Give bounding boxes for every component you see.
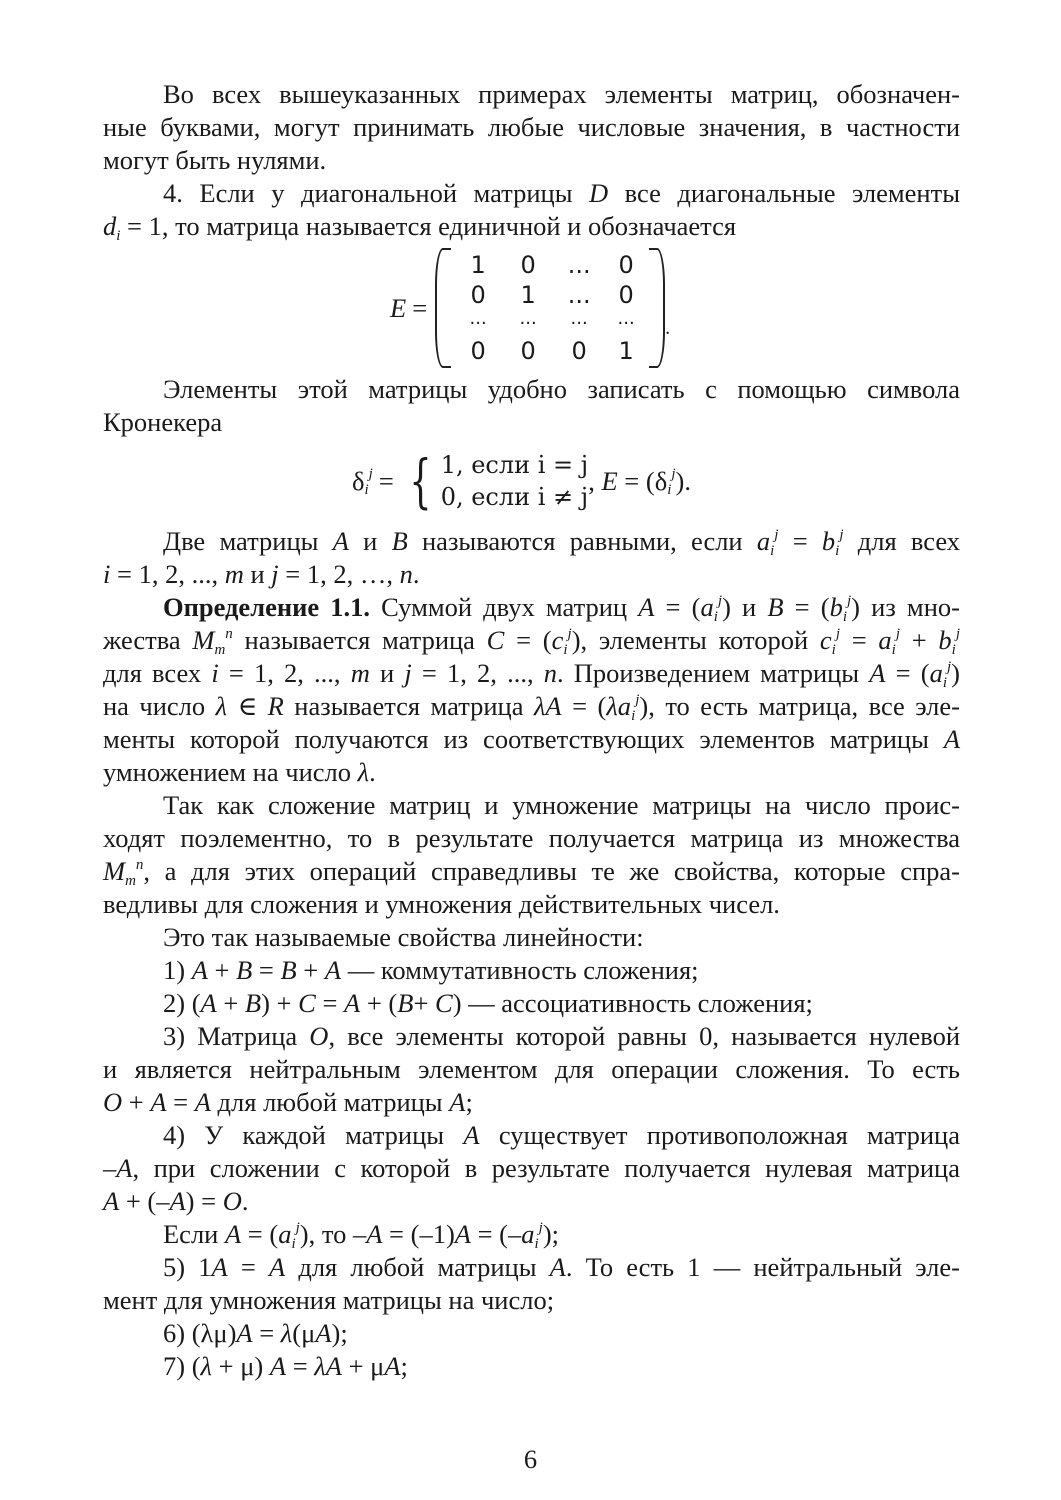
- brace-icon: {: [409, 447, 432, 515]
- matrix-cell: 1: [470, 251, 486, 279]
- math-symbol: A: [366, 1219, 383, 1249]
- delta-indices: [667, 465, 675, 498]
- identity-matrix-formula: [390, 247, 670, 369]
- symbol-base: M: [103, 856, 126, 886]
- text-run: );: [331, 1318, 348, 1348]
- text-run: называется матрица: [232, 625, 487, 655]
- text-run: Элементы этой матрицы удобно записать с помощью символа: [163, 374, 960, 404]
- math-symbol: A: [638, 592, 655, 622]
- text-run: ные буквами, могут принимать любые числовые значения, в частности: [103, 112, 960, 142]
- text-line: [103, 855, 960, 888]
- math-symbol: A: [943, 724, 960, 754]
- superscript: j: [774, 527, 779, 543]
- text-run: = (: [885, 658, 930, 688]
- text-line: [103, 1020, 960, 1053]
- text-run: +: [296, 955, 325, 985]
- equals-delta: = (δ: [617, 465, 668, 496]
- text-run: на число: [103, 691, 216, 721]
- text-line: [103, 144, 960, 177]
- comma: ,: [588, 465, 602, 496]
- math-symbol: C: [435, 988, 453, 1018]
- text-line: [103, 1152, 960, 1185]
- superscript: j: [839, 527, 844, 543]
- math-symbol: n: [543, 658, 557, 688]
- text-line: [103, 591, 960, 624]
- subscript: i: [891, 642, 896, 658]
- symbol-base: λa: [606, 691, 632, 721]
- math-symbol: A: [211, 1252, 228, 1282]
- text-line: [103, 1086, 960, 1119]
- math-symbol: d: [103, 211, 117, 241]
- text-line: [103, 373, 960, 406]
- text-run: 5) 1: [163, 1252, 212, 1282]
- text-run: 6) (λμ): [163, 1318, 237, 1348]
- text-run: , при сложении с которой в результате получается нулевая матрица: [132, 1153, 960, 1183]
- math-symbol: D: [589, 178, 609, 208]
- text-run: + (–: [119, 1186, 170, 1216]
- text-run: ), то есть матрица, все эле-: [639, 691, 960, 721]
- matrix-grid: [451, 250, 649, 366]
- text-line: [103, 954, 960, 987]
- symbol-base: a: [756, 526, 771, 556]
- text-line: [103, 1053, 960, 1086]
- delta-indices: [365, 465, 373, 498]
- matrix-cell: ...: [567, 281, 591, 306]
- text-run: и: [369, 658, 405, 688]
- symbol-base: a: [878, 625, 892, 655]
- math-symbol: i: [103, 559, 111, 589]
- subscript: m: [214, 642, 226, 658]
- text-line: [103, 406, 960, 439]
- paragraph-block-2: [103, 373, 960, 439]
- text-run: = 1, то матрица называется единичной и обозначается: [120, 211, 737, 241]
- superscript: j: [717, 593, 723, 609]
- math-symbol: A: [268, 1252, 286, 1282]
- matrix-name: E: [390, 292, 407, 323]
- math-symbol: A: [869, 658, 886, 688]
- text-run: + (: [360, 988, 398, 1018]
- text-run: +: [216, 988, 245, 1018]
- text-run: +: [900, 625, 939, 655]
- math-symbol: B: [236, 955, 253, 985]
- math-symbol: A: [150, 1087, 167, 1117]
- subscript: i: [842, 609, 847, 625]
- matrix-cell: 0: [571, 337, 587, 365]
- matrix-cell: ...: [567, 251, 591, 279]
- math-symbol: λ: [280, 1318, 293, 1348]
- indexed-symbol: [938, 625, 960, 658]
- text-run: = 1, 2, ...,: [411, 658, 544, 688]
- math-symbol: λ: [200, 1351, 213, 1381]
- text-run: Во всех вышеуказанных примерах элементы матриц, обозначен-: [163, 79, 960, 109]
- math-symbol: A: [116, 1153, 133, 1183]
- math-symbol: B: [280, 955, 297, 985]
- indexed-symbol: [278, 1219, 300, 1252]
- matrix-cell: 0: [520, 251, 536, 279]
- math-symbol: A: [103, 1186, 120, 1216]
- text-line: [103, 210, 960, 243]
- text-run: ) +: [261, 988, 299, 1018]
- text-line: [103, 921, 960, 954]
- paragraph-block-1: [103, 78, 960, 243]
- math-symbol: C: [298, 988, 316, 1018]
- delta-sup: j: [368, 465, 373, 482]
- text-run: );: [542, 1219, 560, 1249]
- text-line: [103, 177, 960, 210]
- text-run: называется матрица: [283, 691, 534, 721]
- indexed-symbol: [192, 625, 233, 658]
- math-symbol: A: [224, 1219, 242, 1249]
- text-line: [103, 723, 960, 756]
- text-run: ) — ассоциативность сложения;: [452, 988, 813, 1018]
- indexed-symbol: [606, 691, 640, 724]
- math-symbol: B: [397, 988, 414, 1018]
- symbol-base: a: [521, 1219, 535, 1249]
- text-line: [103, 525, 960, 558]
- superscript: j: [946, 659, 952, 675]
- subscript: i: [770, 543, 775, 559]
- text-run: для любой матрицы: [285, 1252, 550, 1282]
- subscript: i: [116, 228, 121, 244]
- text-run: = 1, 2, …,: [278, 559, 400, 589]
- matrix-cell: 0: [470, 281, 486, 306]
- indexed-symbol: [821, 526, 844, 559]
- case-equal: 1, если i = j: [440, 451, 589, 479]
- text-run: Так как сложение матриц и умножение матрицы на число проис-: [163, 790, 960, 820]
- math-symbol: B: [244, 988, 262, 1018]
- superscript: j: [295, 1220, 300, 1236]
- math-symbol: A: [463, 1120, 480, 1150]
- text-run: =: [840, 625, 879, 655]
- text-run: ) =: [185, 1186, 223, 1216]
- indexed-symbol: [929, 658, 952, 691]
- text-run: мент для умножения матрицы на число;: [103, 1285, 555, 1315]
- math-symbol: B: [391, 526, 408, 556]
- text-run: = (: [783, 592, 830, 622]
- right-parenthesis: [649, 248, 665, 368]
- text-line: [103, 1185, 960, 1218]
- symbol-base: M: [192, 625, 215, 655]
- text-line: [103, 1251, 960, 1284]
- math-symbol: A: [194, 1087, 211, 1117]
- text-line: [103, 78, 960, 111]
- math-symbol: A: [344, 988, 361, 1018]
- text-run: Это так называемые свойства линейности:: [163, 922, 644, 952]
- symbol-base: a: [929, 658, 943, 688]
- math-symbol: B: [767, 592, 784, 622]
- text-run: (μ: [292, 1318, 316, 1348]
- text-run: ;: [400, 1351, 408, 1381]
- text-run: ), то –: [299, 1219, 367, 1249]
- subscript: i: [951, 642, 956, 658]
- math-symbol: A: [269, 1351, 287, 1381]
- text-run: . То есть 1 — нейтральный эле-: [565, 1252, 960, 1282]
- text-line: [103, 1218, 960, 1251]
- left-parenthesis: [435, 248, 451, 368]
- text-run: =: [166, 1087, 195, 1117]
- text-run: ходят поэлементно, то в результате получается матрица из множества: [103, 823, 960, 853]
- math-symbol: O: [222, 1186, 242, 1216]
- text-run: + μ): [212, 1351, 270, 1381]
- text-run: ∈: [227, 691, 268, 721]
- symbol-base: c: [551, 625, 564, 655]
- text-run: . Произведением матрицы: [556, 658, 870, 688]
- text-run: ) из мно-: [851, 592, 960, 622]
- delta-sub: i: [364, 481, 369, 498]
- indexed-symbol: [700, 592, 723, 625]
- indexed-symbol: [819, 625, 840, 658]
- text-run: ): [951, 658, 960, 688]
- subscript: i: [713, 609, 718, 625]
- text-run: и: [243, 559, 272, 589]
- superscript: j: [567, 626, 572, 642]
- case-not-equal: 0, если i ≠ j: [440, 483, 589, 511]
- text-line: [103, 558, 960, 591]
- symbol-base: c: [819, 625, 832, 655]
- symbol-base: b: [829, 592, 843, 622]
- matrix-cell: 0: [618, 251, 634, 279]
- text-run: менты которой получаются из соответствующих элементов матрицы: [103, 724, 944, 754]
- math-symbol: A: [384, 1351, 401, 1381]
- math-symbol: A: [200, 988, 217, 1018]
- closing: ).: [675, 465, 691, 496]
- text-run: ) и: [722, 592, 768, 622]
- text-run: , все элементы которой равны 0, называется нулевой: [328, 1021, 961, 1051]
- subscript: i: [631, 708, 636, 724]
- math-symbol: A: [454, 1219, 471, 1249]
- text-run: Две матрицы: [163, 526, 333, 556]
- math-symbol: O: [103, 1087, 123, 1117]
- text-run: для всех: [843, 526, 961, 556]
- matrix-cell: 0: [520, 337, 536, 365]
- math-symbol: C: [486, 625, 505, 655]
- math-symbol: j: [271, 559, 279, 589]
- kronecker-formula: [352, 446, 691, 516]
- equals-sign: =: [412, 292, 428, 323]
- math-symbol: λA: [533, 691, 562, 721]
- text-run: .: [369, 757, 376, 787]
- matrix-cell: 1: [520, 281, 536, 306]
- text-line: [103, 822, 960, 855]
- math-symbol: λA: [314, 1351, 342, 1381]
- symbol-base: b: [938, 625, 952, 655]
- text-run: =: [252, 1318, 281, 1348]
- text-run: = (: [654, 592, 701, 622]
- indexed-symbol: [829, 592, 852, 625]
- text-run: ;: [465, 1087, 473, 1117]
- text-run: Кронекера: [103, 407, 223, 437]
- text-line: [103, 624, 960, 657]
- math-symbol: m: [224, 559, 244, 589]
- text-line: [103, 657, 960, 690]
- text-run: могут быть нулями.: [103, 145, 327, 175]
- indexed-symbol: [756, 526, 779, 559]
- math-symbol: A: [315, 1318, 332, 1348]
- text-run: =: [315, 988, 345, 1018]
- text-run: существует противоположная матрица: [479, 1120, 960, 1150]
- symbol-base: a: [700, 592, 714, 622]
- equals-sign: =: [378, 465, 394, 496]
- text-line: [103, 987, 960, 1020]
- text-run: ), элементы которой: [571, 625, 820, 655]
- text-run: все диагональные элементы: [608, 178, 960, 208]
- math-symbol: λ: [357, 757, 370, 787]
- text-run: = (–1): [382, 1219, 455, 1249]
- delta-sup: j: [671, 465, 676, 482]
- text-line: [103, 1350, 960, 1383]
- math-symbol: i: [211, 658, 219, 688]
- matrix-name: E: [601, 465, 618, 496]
- text-run: .: [412, 559, 420, 589]
- text-line: [103, 1317, 960, 1350]
- subscript: i: [835, 543, 840, 559]
- math-symbol: A: [332, 526, 349, 556]
- text-line: [103, 789, 960, 822]
- text-line: [103, 888, 960, 921]
- text-run: = (–: [470, 1219, 522, 1249]
- text-run: +: [122, 1087, 151, 1117]
- superscript: j: [538, 1220, 543, 1236]
- text-run: — коммутативность сложения;: [341, 955, 699, 985]
- text-run: 2) (: [163, 988, 201, 1018]
- text-run: = (: [504, 625, 552, 655]
- text-run: и: [348, 526, 392, 556]
- text-run: , а для этих операций справедливы те же свойства, которые спра-: [143, 856, 960, 886]
- text-run: жества: [103, 625, 193, 655]
- matrix-cell: ...: [469, 308, 487, 329]
- math-symbol: A: [191, 955, 208, 985]
- text-run: называются равными, если: [407, 526, 757, 556]
- math-symbol: A: [549, 1252, 566, 1282]
- math-symbol: j: [404, 658, 412, 688]
- matrix-cell: ...: [570, 308, 588, 329]
- subscript: i: [831, 642, 836, 658]
- text-run: =: [778, 526, 822, 556]
- text-run: Суммой двух матриц: [370, 592, 639, 622]
- text-run: умножением на число: [103, 757, 358, 787]
- superscript: j: [895, 626, 900, 642]
- text-run: ведливы для сложения и умножения действительных чисел.: [103, 889, 780, 919]
- text-run: = 1, 2, ...,: [110, 559, 225, 589]
- text-run: 3) Матрица: [163, 1021, 310, 1051]
- text-run: = (: [241, 1219, 279, 1249]
- text-run: Если: [163, 1219, 225, 1249]
- matrix-cell: ...: [519, 308, 537, 329]
- math-symbol: λ: [215, 691, 228, 721]
- text-run: 1): [163, 955, 192, 985]
- math-symbol: O: [309, 1021, 329, 1051]
- cases: [441, 449, 589, 513]
- subscript: i: [291, 1236, 296, 1252]
- text-run: = 1, 2, ...,: [218, 658, 351, 688]
- text-run: +: [207, 955, 237, 985]
- subscript: i: [563, 642, 568, 658]
- text-run: 4. Если у диагональной матрицы: [163, 178, 590, 208]
- text-run: для всех: [103, 658, 212, 688]
- text-line: [103, 1119, 960, 1152]
- text-run: и является нейтральным элементом для операции сложения. То есть: [103, 1054, 960, 1084]
- matrix-cell: 1: [618, 337, 634, 365]
- subscript: m: [125, 873, 136, 889]
- bold-term: Определение 1.1.: [163, 592, 371, 622]
- math-symbol: R: [267, 691, 284, 721]
- text-line: [103, 690, 960, 723]
- indexed-symbol: [878, 625, 900, 658]
- paragraph-block-3: [103, 525, 960, 1383]
- text-run: + μ: [341, 1351, 385, 1381]
- indexed-symbol: [551, 625, 572, 658]
- math-symbol: A: [169, 1186, 186, 1216]
- matrix-period: .: [665, 317, 671, 339]
- math-symbol: n: [399, 559, 413, 589]
- text-run: +: [413, 988, 436, 1018]
- text-run: –: [103, 1153, 117, 1183]
- delta-symbol: δ: [352, 465, 365, 496]
- superscript: j: [635, 692, 640, 708]
- subscript: i: [942, 675, 947, 691]
- text-run: =: [286, 1351, 315, 1381]
- text-run: для любой матрицы: [210, 1087, 450, 1117]
- delta-sub: i: [667, 481, 672, 498]
- symbol-base: b: [821, 526, 836, 556]
- symbol-base: a: [278, 1219, 292, 1249]
- subscript: i: [534, 1236, 539, 1252]
- math-symbol: m: [350, 658, 370, 688]
- matrix-cell: ...: [617, 308, 635, 329]
- superscript: n: [225, 626, 233, 642]
- matrix-cell: 0: [470, 337, 486, 365]
- math-symbol: A: [449, 1087, 466, 1117]
- math-symbol: A: [236, 1318, 253, 1348]
- superscript: n: [135, 857, 144, 873]
- text-run: =: [227, 1252, 269, 1282]
- indexed-symbol: [103, 856, 144, 889]
- text-run: .: [241, 1186, 249, 1216]
- matrix-cell: 0: [618, 281, 634, 306]
- math-symbol: A: [324, 955, 342, 985]
- superscript: j: [847, 593, 852, 609]
- text-run: 4) У каждой матрицы: [163, 1120, 464, 1150]
- superscript: j: [835, 626, 840, 642]
- text-line: [103, 1284, 960, 1317]
- text-line: [103, 111, 960, 144]
- text-line: [103, 756, 960, 789]
- superscript: j: [955, 626, 960, 642]
- indexed-symbol: [521, 1219, 543, 1252]
- text-run: 7) (: [163, 1351, 201, 1381]
- text-run: =: [252, 955, 281, 985]
- text-run: = (: [561, 691, 607, 721]
- page-number: 6: [523, 1444, 538, 1474]
